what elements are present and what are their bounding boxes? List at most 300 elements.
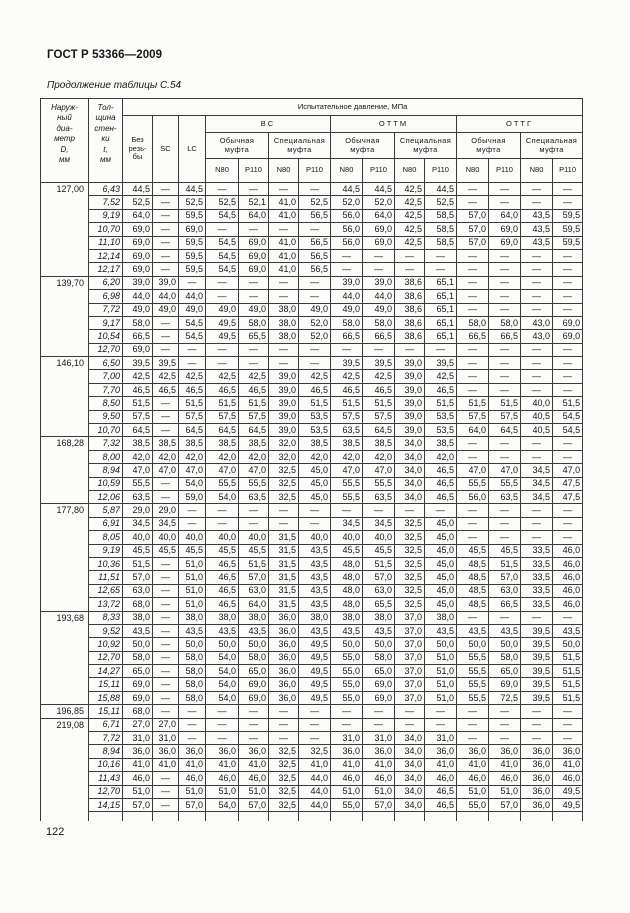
test-pressure-cell: 45,0 bbox=[425, 584, 457, 597]
test-pressure-cell: 44,0 bbox=[331, 290, 363, 303]
test-pressure-cell: 66,5 bbox=[331, 330, 363, 343]
test-pressure-cell: 57,5 bbox=[179, 410, 206, 423]
test-pressure-cell: 36,0 bbox=[239, 745, 269, 758]
test-pressure-cell: 57,5 bbox=[363, 410, 395, 423]
test-pressure-cell: — bbox=[457, 249, 489, 262]
standard-designation: ГОСТ Р 53366—2009 bbox=[47, 49, 163, 61]
test-pressure-cell: — bbox=[153, 557, 179, 570]
test-pressure-cell: 41,0 bbox=[179, 758, 206, 771]
table-row bbox=[41, 330, 583, 343]
wall-thickness-cell: 15,88 bbox=[89, 691, 123, 704]
test-pressure-cell: — bbox=[489, 290, 521, 303]
test-pressure-cell: — bbox=[299, 517, 331, 530]
wall-thickness-cell: 6,71 bbox=[89, 718, 123, 731]
test-pressure-cell: 58,0 bbox=[179, 665, 206, 678]
test-pressure-cell: 64,5 bbox=[123, 424, 153, 437]
test-pressure-cell: 46,5 bbox=[206, 571, 239, 584]
test-pressure-cell: — bbox=[489, 705, 521, 718]
test-pressure-cell: 38,5 bbox=[425, 437, 457, 450]
test-pressure-cell: 49,5 bbox=[299, 691, 331, 704]
col-header-bc-special-coupling: Специальная муфта bbox=[269, 133, 331, 159]
test-pressure-cell: 58,0 bbox=[179, 651, 206, 664]
test-pressure-cell: — bbox=[363, 263, 395, 276]
test-pressure-cell: — bbox=[153, 571, 179, 584]
test-pressure-cell: — bbox=[457, 263, 489, 276]
test-pressure-cell: — bbox=[206, 705, 239, 718]
test-pressure-cell: 39,0 bbox=[153, 276, 179, 289]
test-pressure-cell: — bbox=[331, 263, 363, 276]
test-pressure-cell: 51,0 bbox=[239, 785, 269, 798]
table-row bbox=[41, 611, 583, 624]
test-pressure-cell: — bbox=[153, 316, 179, 329]
test-pressure-cell: 44,0 bbox=[123, 290, 153, 303]
col-header-grade-p110: P110 bbox=[425, 159, 457, 183]
table-row bbox=[41, 531, 583, 544]
test-pressure-cell: 46,5 bbox=[425, 785, 457, 798]
test-pressure-cell: — bbox=[239, 718, 269, 731]
test-pressure-cell: — bbox=[489, 183, 521, 196]
test-pressure-cell: 34,5 bbox=[521, 464, 553, 477]
test-pressure-cell: 55,5 bbox=[457, 477, 489, 490]
table-row bbox=[41, 705, 583, 718]
test-pressure-cell: 32,5 bbox=[395, 517, 425, 530]
test-pressure-cell: 51,0 bbox=[457, 785, 489, 798]
test-pressure-cell: 37,0 bbox=[395, 638, 425, 651]
test-pressure-cell: — bbox=[553, 437, 583, 450]
test-pressure-cell: 55,5 bbox=[206, 477, 239, 490]
test-pressure-cell: 69,0 bbox=[239, 263, 269, 276]
test-pressure-cell: 39,0 bbox=[395, 357, 425, 370]
test-pressure-cell: 51,0 bbox=[179, 557, 206, 570]
test-pressure-cell: 66,5 bbox=[489, 598, 521, 611]
test-pressure-cell: 38,0 bbox=[206, 611, 239, 624]
test-pressure-cell: 54,5 bbox=[206, 209, 239, 222]
table-row bbox=[41, 303, 583, 316]
test-pressure-cell: 55,0 bbox=[331, 665, 363, 678]
test-pressure-cell: — bbox=[457, 450, 489, 463]
test-pressure-cell: 39,0 bbox=[363, 276, 395, 289]
test-pressure-cell: 34,5 bbox=[123, 517, 153, 530]
test-pressure-cell: — bbox=[299, 732, 331, 745]
test-pressure-cell: 64,5 bbox=[363, 424, 395, 437]
test-pressure-cell: — bbox=[179, 705, 206, 718]
test-pressure-cell: 42,0 bbox=[331, 450, 363, 463]
test-pressure-cell: 39,5 bbox=[521, 624, 553, 637]
table-row bbox=[41, 772, 583, 785]
wall-thickness-cell: 7,72 bbox=[89, 303, 123, 316]
test-pressure-cell: 32,5 bbox=[395, 557, 425, 570]
col-header-grade-n80: N80 bbox=[395, 159, 425, 183]
test-pressure-cell: 54,5 bbox=[179, 330, 206, 343]
test-pressure-cell: 36,0 bbox=[363, 745, 395, 758]
test-pressure-cell: 37,0 bbox=[395, 611, 425, 624]
col-header-test-pressure: Испытательное давление, МПа bbox=[123, 99, 583, 116]
test-pressure-cell: — bbox=[553, 383, 583, 396]
test-pressure-cell: 40,0 bbox=[363, 531, 395, 544]
test-pressure-cell: 36,0 bbox=[489, 745, 521, 758]
test-pressure-cell: 41,0 bbox=[269, 209, 299, 222]
test-pressure-table bbox=[40, 98, 583, 821]
test-pressure-cell: 39,5 bbox=[521, 678, 553, 691]
test-pressure-cell: — bbox=[521, 383, 553, 396]
wall-thickness-cell: 6,50 bbox=[89, 357, 123, 370]
test-pressure-cell: — bbox=[521, 517, 553, 530]
test-pressure-cell: 44,0 bbox=[153, 290, 179, 303]
test-pressure-cell: 49,0 bbox=[363, 303, 395, 316]
test-pressure-cell: 55,5 bbox=[489, 477, 521, 490]
test-pressure-cell: 69,0 bbox=[123, 236, 153, 249]
test-pressure-cell: 49,0 bbox=[299, 303, 331, 316]
test-pressure-cell: 42,5 bbox=[395, 196, 425, 209]
test-pressure-cell: 51,0 bbox=[179, 584, 206, 597]
test-pressure-cell: 51,5 bbox=[425, 397, 457, 410]
test-pressure-cell: — bbox=[363, 249, 395, 262]
test-pressure-cell: 55,0 bbox=[331, 651, 363, 664]
test-pressure-cell: — bbox=[269, 732, 299, 745]
test-pressure-cell: 49,5 bbox=[299, 651, 331, 664]
test-pressure-cell: 53,5 bbox=[425, 424, 457, 437]
test-pressure-cell: 54,5 bbox=[206, 263, 239, 276]
test-pressure-cell: 46,0 bbox=[553, 598, 583, 611]
test-pressure-cell: 38,0 bbox=[363, 611, 395, 624]
test-pressure-cell: 52,0 bbox=[363, 196, 395, 209]
test-pressure-cell: — bbox=[489, 196, 521, 209]
test-pressure-cell: 55,5 bbox=[331, 490, 363, 503]
continuation-cell bbox=[331, 812, 363, 821]
test-pressure-cell: 59,0 bbox=[179, 490, 206, 503]
test-pressure-cell: 46,5 bbox=[206, 584, 239, 597]
test-pressure-cell: — bbox=[179, 517, 206, 530]
wall-thickness-cell: 12,14 bbox=[89, 249, 123, 262]
test-pressure-cell: 51,0 bbox=[179, 571, 206, 584]
test-pressure-cell: 41,0 bbox=[269, 263, 299, 276]
table-row bbox=[41, 450, 583, 463]
test-pressure-cell: — bbox=[153, 330, 179, 343]
test-pressure-cell: 55,0 bbox=[457, 798, 489, 811]
wall-thickness-cell: 14,27 bbox=[89, 665, 123, 678]
test-pressure-cell: — bbox=[489, 718, 521, 731]
test-pressure-cell: 34,5 bbox=[363, 517, 395, 530]
test-pressure-cell: — bbox=[153, 424, 179, 437]
test-pressure-cell: — bbox=[457, 611, 489, 624]
test-pressure-cell: 41,0 bbox=[123, 758, 153, 771]
test-pressure-cell: 43,5 bbox=[489, 624, 521, 637]
test-pressure-cell: 38,0 bbox=[179, 611, 206, 624]
test-pressure-cell: 47,5 bbox=[553, 490, 583, 503]
test-pressure-cell: 49,5 bbox=[206, 316, 239, 329]
test-pressure-cell: 45,5 bbox=[153, 544, 179, 557]
test-pressure-cell: 32,5 bbox=[269, 464, 299, 477]
continuation-cell bbox=[457, 812, 489, 821]
test-pressure-cell: 46,0 bbox=[457, 772, 489, 785]
test-pressure-cell: 38,0 bbox=[269, 330, 299, 343]
test-pressure-cell: 57,0 bbox=[489, 571, 521, 584]
test-pressure-cell: 40,5 bbox=[521, 424, 553, 437]
test-pressure-cell: 34,0 bbox=[395, 477, 425, 490]
test-pressure-cell: — bbox=[206, 223, 239, 236]
col-header-sc: SC bbox=[153, 116, 179, 183]
test-pressure-cell: 69,0 bbox=[123, 249, 153, 262]
test-pressure-cell: 33,5 bbox=[521, 598, 553, 611]
test-pressure-cell: 48,0 bbox=[331, 598, 363, 611]
test-pressure-cell: 63,5 bbox=[331, 424, 363, 437]
test-pressure-cell: — bbox=[269, 705, 299, 718]
test-pressure-cell: 34,5 bbox=[153, 517, 179, 530]
table-header bbox=[41, 99, 583, 183]
test-pressure-cell: 66,5 bbox=[457, 330, 489, 343]
test-pressure-cell: 49,0 bbox=[153, 303, 179, 316]
continuation-cell bbox=[206, 812, 239, 821]
table-row bbox=[41, 665, 583, 678]
test-pressure-cell: 32,5 bbox=[269, 798, 299, 811]
test-pressure-cell: 64,0 bbox=[123, 209, 153, 222]
test-pressure-cell: — bbox=[489, 303, 521, 316]
test-pressure-cell: — bbox=[331, 249, 363, 262]
test-pressure-cell: — bbox=[153, 263, 179, 276]
continuation-cell bbox=[179, 812, 206, 821]
wall-thickness-cell: 8,00 bbox=[89, 450, 123, 463]
col-header-grade-p110: P110 bbox=[489, 159, 521, 183]
test-pressure-cell: 45,5 bbox=[239, 544, 269, 557]
wall-thickness-cell: 6,43 bbox=[89, 183, 123, 196]
continuation-cell bbox=[89, 812, 123, 821]
test-pressure-cell: — bbox=[457, 531, 489, 544]
test-pressure-cell: 56,5 bbox=[299, 263, 331, 276]
test-pressure-cell: — bbox=[457, 718, 489, 731]
test-pressure-cell: 51,5 bbox=[179, 397, 206, 410]
col-header-no-thread: Без резь- бы bbox=[123, 116, 153, 183]
test-pressure-cell: 48,5 bbox=[457, 584, 489, 597]
test-pressure-cell: 51,5 bbox=[553, 691, 583, 704]
test-pressure-cell: — bbox=[239, 504, 269, 517]
test-pressure-cell: — bbox=[239, 517, 269, 530]
test-pressure-cell: 51,5 bbox=[206, 397, 239, 410]
test-pressure-cell: 44,5 bbox=[363, 183, 395, 196]
test-pressure-cell: 49,0 bbox=[331, 303, 363, 316]
test-pressure-cell: 49,0 bbox=[179, 303, 206, 316]
continuation-cell bbox=[363, 812, 395, 821]
test-pressure-cell: 65,0 bbox=[489, 665, 521, 678]
test-pressure-cell: 54,5 bbox=[206, 236, 239, 249]
test-pressure-cell: 32,5 bbox=[269, 490, 299, 503]
test-pressure-cell: 39,5 bbox=[425, 357, 457, 370]
test-pressure-cell: — bbox=[521, 263, 553, 276]
test-pressure-cell: 57,0 bbox=[457, 223, 489, 236]
test-pressure-cell: 41,0 bbox=[489, 758, 521, 771]
test-pressure-cell: 57,5 bbox=[239, 410, 269, 423]
test-pressure-cell: — bbox=[153, 343, 179, 356]
table-row bbox=[41, 638, 583, 651]
table-row bbox=[41, 383, 583, 396]
test-pressure-cell: 69,0 bbox=[363, 223, 395, 236]
test-pressure-cell: — bbox=[553, 357, 583, 370]
test-pressure-cell: 42,0 bbox=[206, 450, 239, 463]
test-pressure-cell: — bbox=[521, 303, 553, 316]
test-pressure-cell: 59,5 bbox=[553, 236, 583, 249]
test-pressure-cell: — bbox=[299, 357, 331, 370]
test-pressure-cell: — bbox=[269, 357, 299, 370]
test-pressure-cell: 58,0 bbox=[363, 651, 395, 664]
test-pressure-cell: 44,0 bbox=[299, 772, 331, 785]
test-pressure-cell: 56,5 bbox=[299, 209, 331, 222]
test-pressure-cell: 50,0 bbox=[179, 638, 206, 651]
wall-thickness-cell: 15,11 bbox=[89, 678, 123, 691]
wall-thickness-cell: 11,10 bbox=[89, 236, 123, 249]
test-pressure-cell: — bbox=[179, 718, 206, 731]
test-pressure-cell: — bbox=[269, 183, 299, 196]
test-pressure-cell: 45,0 bbox=[425, 557, 457, 570]
test-pressure-cell: — bbox=[269, 223, 299, 236]
test-pressure-cell: — bbox=[553, 290, 583, 303]
test-pressure-cell: 46,5 bbox=[425, 383, 457, 396]
test-pressure-cell: — bbox=[521, 450, 553, 463]
table-row bbox=[41, 437, 583, 450]
test-pressure-cell: — bbox=[489, 357, 521, 370]
wall-thickness-cell: 9,19 bbox=[89, 544, 123, 557]
test-pressure-cell: — bbox=[299, 223, 331, 236]
test-pressure-cell: 31,5 bbox=[269, 544, 299, 557]
wall-thickness-cell: 12,70 bbox=[89, 651, 123, 664]
test-pressure-cell: — bbox=[457, 383, 489, 396]
test-pressure-cell: — bbox=[269, 718, 299, 731]
test-pressure-cell: 69,0 bbox=[553, 316, 583, 329]
test-pressure-cell: 57,0 bbox=[123, 798, 153, 811]
test-pressure-cell: 57,5 bbox=[331, 410, 363, 423]
test-pressure-cell: — bbox=[553, 263, 583, 276]
test-pressure-cell: — bbox=[457, 370, 489, 383]
test-pressure-cell: 42,5 bbox=[395, 223, 425, 236]
test-pressure-cell: 52,0 bbox=[299, 330, 331, 343]
test-pressure-cell: 46,5 bbox=[425, 464, 457, 477]
test-pressure-cell: 55,0 bbox=[331, 798, 363, 811]
test-pressure-cell: 55,5 bbox=[457, 651, 489, 664]
test-pressure-cell: 41,0 bbox=[331, 758, 363, 771]
test-pressure-cell: 38,0 bbox=[299, 611, 331, 624]
test-pressure-cell: 54,0 bbox=[206, 651, 239, 664]
test-pressure-cell: 36,0 bbox=[269, 611, 299, 624]
test-pressure-cell: — bbox=[153, 584, 179, 597]
test-pressure-cell: 56,0 bbox=[331, 236, 363, 249]
test-pressure-cell: 52,0 bbox=[299, 316, 331, 329]
test-pressure-cell: 32,5 bbox=[269, 477, 299, 490]
test-pressure-cell: 51,5 bbox=[489, 557, 521, 570]
test-pressure-cell: 59,5 bbox=[553, 209, 583, 222]
test-pressure-cell: 57,0 bbox=[363, 571, 395, 584]
wall-thickness-cell: 12,06 bbox=[89, 490, 123, 503]
test-pressure-cell: — bbox=[553, 611, 583, 624]
col-header-grade-p110: P110 bbox=[239, 159, 269, 183]
test-pressure-cell: — bbox=[153, 477, 179, 490]
table-row bbox=[41, 544, 583, 557]
test-pressure-cell: 50,0 bbox=[331, 638, 363, 651]
test-pressure-cell: 58,0 bbox=[123, 316, 153, 329]
test-pressure-cell: 49,5 bbox=[206, 330, 239, 343]
test-pressure-cell: 31,0 bbox=[123, 732, 153, 745]
test-pressure-cell: 55,5 bbox=[457, 678, 489, 691]
test-pressure-cell: 64,0 bbox=[363, 209, 395, 222]
test-pressure-cell: 69,0 bbox=[239, 678, 269, 691]
test-pressure-cell: 58,0 bbox=[489, 651, 521, 664]
test-pressure-cell: 51,0 bbox=[331, 785, 363, 798]
test-pressure-cell: — bbox=[395, 705, 425, 718]
test-pressure-cell: 39,5 bbox=[331, 357, 363, 370]
test-pressure-cell: 52,5 bbox=[206, 196, 239, 209]
test-pressure-cell: 46,5 bbox=[206, 383, 239, 396]
test-pressure-cell: 51,5 bbox=[123, 397, 153, 410]
test-pressure-cell: 46,0 bbox=[425, 772, 457, 785]
test-pressure-cell: 50,0 bbox=[123, 638, 153, 651]
test-pressure-cell: — bbox=[179, 357, 206, 370]
test-pressure-cell: 54,5 bbox=[553, 424, 583, 437]
test-pressure-cell: 57,0 bbox=[239, 798, 269, 811]
test-pressure-cell: — bbox=[153, 611, 179, 624]
test-pressure-cell: 58,0 bbox=[331, 316, 363, 329]
test-pressure-cell: 63,5 bbox=[363, 490, 395, 503]
page-number: 122 bbox=[46, 826, 65, 838]
test-pressure-cell: 57,5 bbox=[123, 410, 153, 423]
test-pressure-cell: 32,5 bbox=[395, 598, 425, 611]
test-pressure-cell: 46,0 bbox=[239, 772, 269, 785]
test-pressure-cell: 65,0 bbox=[123, 665, 153, 678]
test-pressure-cell: — bbox=[206, 732, 239, 745]
outer-diameter-cell: 219,08 bbox=[41, 718, 89, 812]
test-pressure-cell: 34,0 bbox=[395, 437, 425, 450]
test-pressure-cell: — bbox=[206, 276, 239, 289]
col-header-grade-p110: P110 bbox=[553, 159, 583, 183]
test-pressure-cell: 38,0 bbox=[269, 303, 299, 316]
test-pressure-cell: 69,0 bbox=[239, 236, 269, 249]
test-pressure-cell: 51,0 bbox=[425, 651, 457, 664]
test-pressure-cell: 38,6 bbox=[395, 303, 425, 316]
test-pressure-cell: 63,0 bbox=[363, 584, 395, 597]
test-pressure-cell: — bbox=[457, 504, 489, 517]
test-pressure-cell: — bbox=[239, 732, 269, 745]
test-pressure-cell: 31,0 bbox=[331, 732, 363, 745]
test-pressure-cell: 45,0 bbox=[425, 531, 457, 544]
continuation-cell bbox=[425, 812, 457, 821]
test-pressure-cell: 34,5 bbox=[521, 490, 553, 503]
test-pressure-cell: 34,0 bbox=[395, 772, 425, 785]
test-pressure-cell: 46,5 bbox=[239, 383, 269, 396]
test-pressure-cell: 65,0 bbox=[363, 665, 395, 678]
test-pressure-cell: 53,5 bbox=[425, 410, 457, 423]
test-pressure-cell: 57,0 bbox=[179, 798, 206, 811]
test-pressure-cell: — bbox=[206, 183, 239, 196]
test-pressure-cell: — bbox=[457, 183, 489, 196]
outer-diameter-cell: 196,85 bbox=[41, 705, 89, 718]
test-pressure-cell: — bbox=[489, 732, 521, 745]
test-pressure-cell: 43,5 bbox=[206, 624, 239, 637]
test-pressure-cell: 39,5 bbox=[153, 357, 179, 370]
test-pressure-cell: — bbox=[489, 263, 521, 276]
test-pressure-cell: — bbox=[363, 504, 395, 517]
test-pressure-cell: — bbox=[521, 732, 553, 745]
wall-thickness-cell: 8,33 bbox=[89, 611, 123, 624]
test-pressure-cell: 38,5 bbox=[206, 437, 239, 450]
test-pressure-cell: 65,5 bbox=[363, 598, 395, 611]
test-pressure-cell: — bbox=[153, 196, 179, 209]
test-pressure-cell: 42,0 bbox=[239, 450, 269, 463]
test-pressure-cell: 58,5 bbox=[425, 236, 457, 249]
test-pressure-cell: 39,0 bbox=[395, 410, 425, 423]
test-pressure-cell: 39,0 bbox=[395, 370, 425, 383]
wall-thickness-cell: 7,72 bbox=[89, 732, 123, 745]
test-pressure-cell: 50,0 bbox=[363, 638, 395, 651]
test-pressure-cell: — bbox=[489, 611, 521, 624]
test-pressure-cell: 69,0 bbox=[123, 678, 153, 691]
test-pressure-cell: 48,0 bbox=[331, 557, 363, 570]
test-pressure-cell: 51,5 bbox=[489, 397, 521, 410]
